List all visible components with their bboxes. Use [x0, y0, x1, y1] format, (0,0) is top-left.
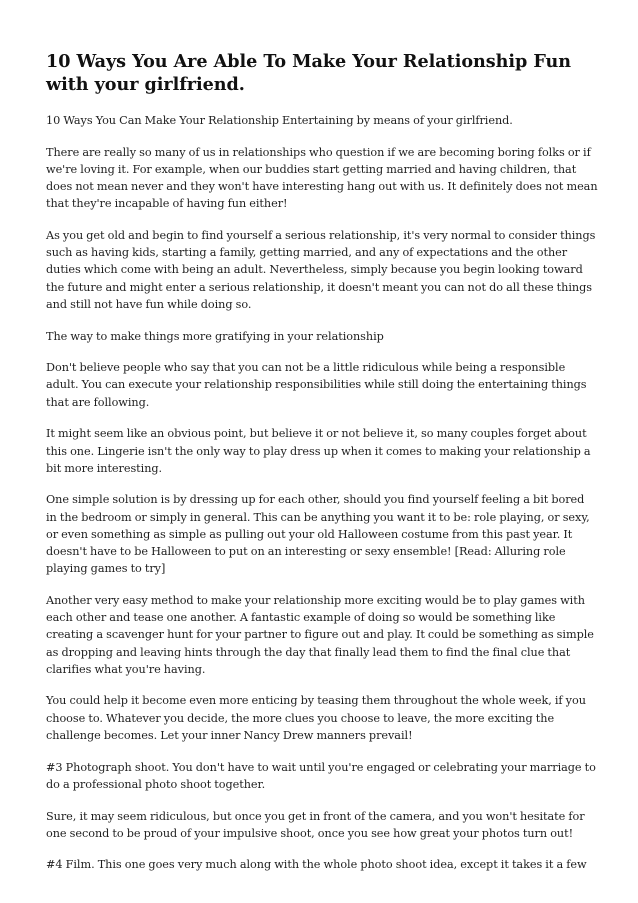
paragraph-intro: 10 Ways You Can Make Your Relationship Entertaining by means of your girlfriend. [46, 114, 513, 127]
paragraph-teasing: You could help it become even more enticing by teasing them throughout the whole week, if you choose to. Whatever you decide, the more clues you choose to leave, the more exciting the challenge becomes. Let your inner Nancy Drew manners prevail! [46, 694, 586, 742]
paragraph-film: #4 Film. This one goes very much along with the whole photo shoot idea, except it takes it a few [46, 858, 587, 872]
paragraph-serious-relationship: As you get old and begin to find yourself a serious relationship, it's very normal to consider things such as having kids, starting a family, getting married, and any of expectations and the other duties which come with being an adult. Nevertheless, simply because you begin looking toward the future and might enter a serious relationship, it doesn't meant you can not do all these things and still not have fun while doing so. [46, 229, 596, 311]
paragraph-boring-folks: There are really so many of us in relationships who question if we are becoming boring folks or if we're loving it. For example, when our buddies start getting married and having children, that does not mean never and they won't have interesting hang out with us. It definitely does not mean that they're incapable of having fun either! [46, 145, 598, 211]
paragraph-camera: Sure, it may seem ridiculous, but once you get in front of the camera, and you won't hesitate for one second to be proud of your impulsive shoot, once you see how great your photos turn out! [46, 809, 585, 840]
document-title: 10 Ways You Are Able To Make Your Relationship Fun with your girlfriend. [46, 51, 571, 95]
paragraph-costumes: One simple solution is by dressing up for each other, should you find yourself feeling a bit bored in the bedroom or simply in general. This can be anything you want it to be: role playing, or sexy, or even something as simple as pulling out your old Halloween costume from this past year. It doesn't have to be Halloween to put on an interesting or sexy ensemble! [Read: Alluring role playing games to try] [46, 493, 590, 576]
paragraph-photo-shoot: #3 Photograph shoot. You don't have to wait until you're engaged or celebrating your marriage to do a professional photo shoot together. [46, 760, 596, 791]
paragraph-subheading: The way to make things more gratifying in your relationship [46, 329, 384, 343]
document-page [46, 50, 598, 888]
paragraph-responsible-adult: Don't believe people who say that you can not be a little ridiculous while being a responsible adult. You can execute your relationship responsibilities while still doing the entertaining things that are following. [46, 361, 587, 409]
paragraph-games: Another very easy method to make your relationship more exciting would be to play games with each other and tease one another. A fantastic example of doing so would be something like creating a scavenger hunt for your partner to figure out and play. It could be something as simple as dropping and leaving hints through the day that finally lead them to find the final clue that clarifies what you're having. [46, 593, 594, 676]
paragraph-dress-up: It might seem like an obvious point, but believe it or not believe it, so many couples forget about this one. Lingerie isn't the only way to play dress up when it comes to making your relationship a bit more interesting. [46, 427, 591, 475]
